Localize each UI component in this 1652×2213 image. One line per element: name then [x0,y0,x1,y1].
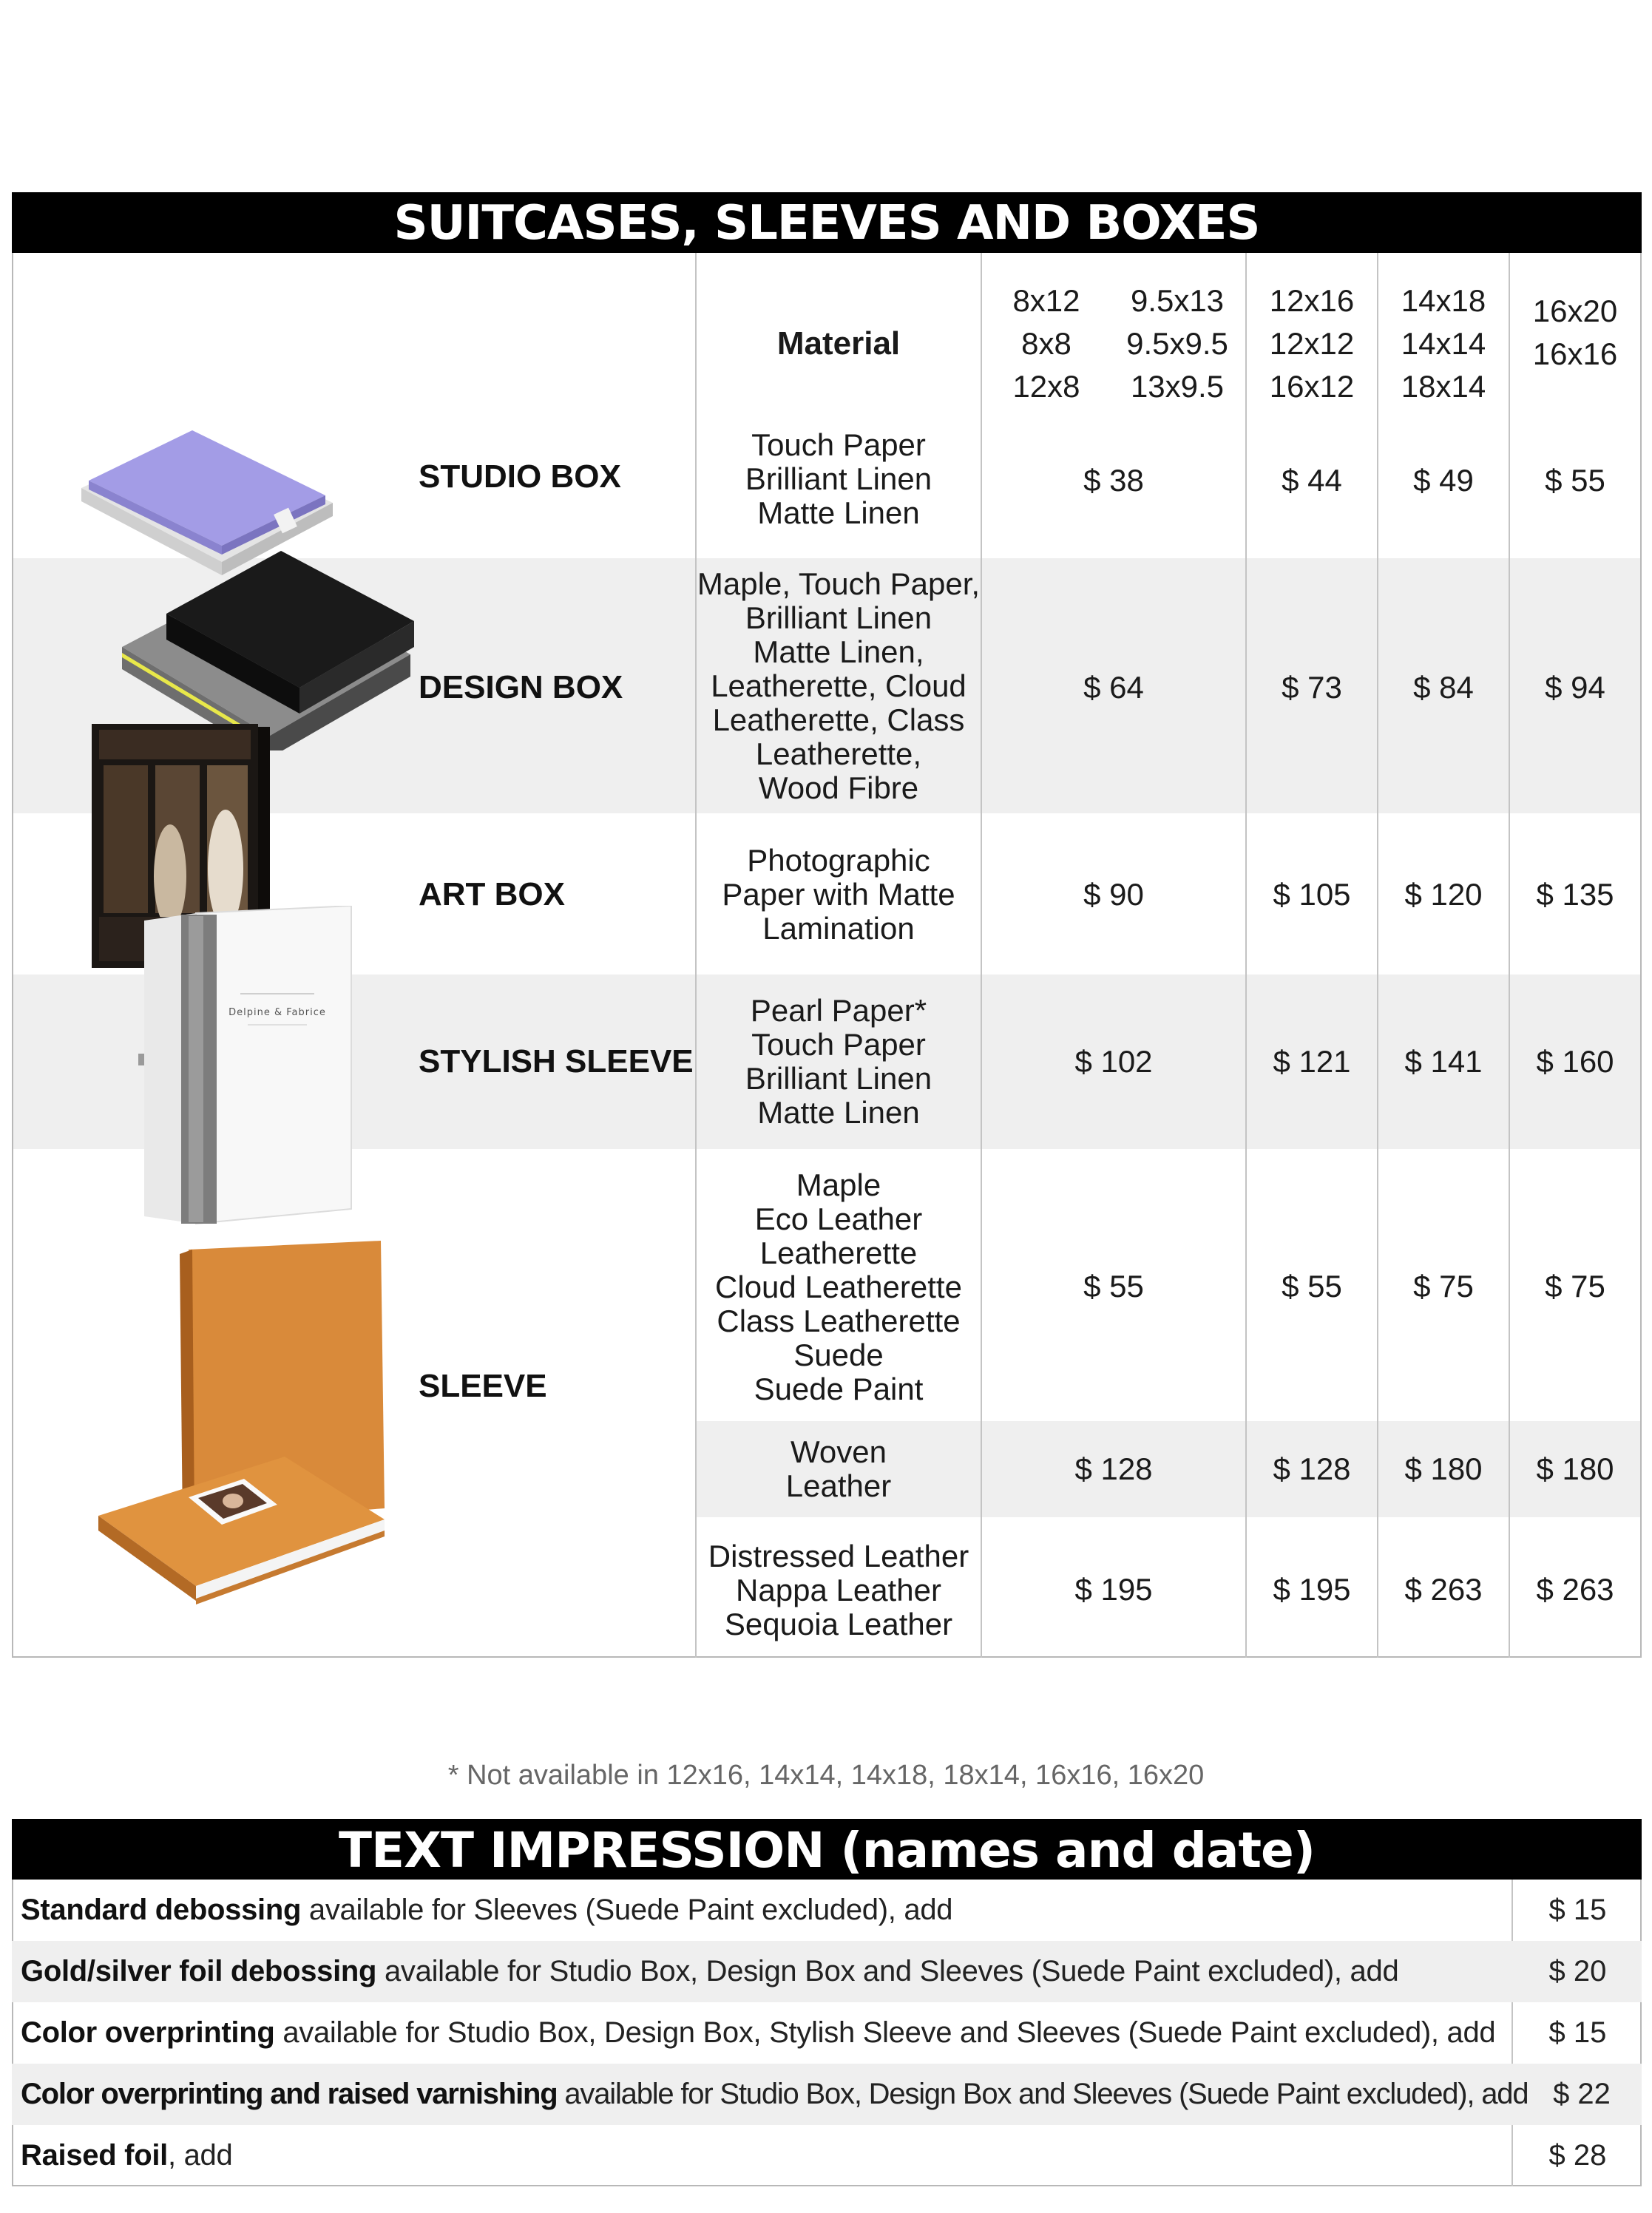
impression-detail: available for Studio Box, Design Box and Sleeves (Suede Paint excluded), add [376,1955,1399,1987]
price-woven-2: $ 128 [1273,1451,1351,1486]
size-header-1b: 9.5x13 9.5x9.5 13x9.5 [1126,283,1228,404]
price-premium-1: $ 195 [1074,1572,1153,1607]
footnote: * Not available in 12x16, 14x14, 14x18, 18x14, 16x16, 16x20 [447,1760,1205,1791]
price-premium-3: $ 263 [1404,1572,1483,1607]
product-name-sleeve: SLEEVE [419,1368,547,1404]
product-name-design-box: DESIGN BOX [419,669,623,705]
price-stylish-sleeve-4: $ 160 [1536,1044,1614,1079]
price-design-box-1: $ 64 [1083,670,1144,705]
price-sleeve-3: $ 75 [1413,1269,1474,1304]
impression-detail: , add [167,2139,233,2172]
impression-row [12,1941,1642,2002]
stylish-sleeve-label: Delpine & Fabrice [228,1007,326,1018]
price-woven-3: $ 180 [1404,1451,1483,1486]
price-woven-1: $ 128 [1074,1451,1153,1486]
price-art-box-1: $ 90 [1083,877,1144,912]
material-header: Material [776,325,901,362]
material-sleeve: Maple Eco Leather Leatherette Cloud Leatherette Class Leatherette Suede Suede Paint [715,1167,962,1406]
price-studio-box-2: $ 44 [1282,463,1342,498]
material-woven-leather: Woven Leather [785,1434,892,1503]
impression-price: $ 28 [1548,2139,1607,2172]
material-design-box: Maple, Touch Paper, Brilliant Linen Matte Linen, Leatherette, Cloud Leatherette, Class Leatherette, Wood Fibre [697,566,981,805]
impression-detail: available for Studio Box, Design Box and Sleeves (Suede Paint excluded), add [557,2078,1529,2110]
material-studio-box: Touch Paper Brilliant Linen Matte Linen [745,427,932,530]
impression-option: Standard debossing [21,1894,302,1926]
material-stylish-sleeve: Pearl Paper* Touch Paper Brilliant Linen Matte Linen [745,993,932,1130]
price-stylish-sleeve-2: $ 121 [1273,1044,1351,1079]
size-header-1a: 8x12 8x8 12x8 [1012,283,1080,404]
design-box-image [115,543,425,750]
size-header-2: 12x16 12x12 16x12 [1269,283,1355,404]
impression-row [12,1880,1642,1941]
price-stylish-sleeve-1: $ 102 [1074,1044,1153,1079]
price-premium-4: $ 263 [1536,1572,1614,1607]
price-art-box-3: $ 120 [1404,877,1483,912]
impression-price: $ 15 [1548,2016,1607,2049]
price-woven-4: $ 180 [1536,1451,1614,1486]
price-stylish-sleeve-3: $ 141 [1404,1044,1483,1079]
product-name-stylish-sleeve: STYLISH SLEEVE [419,1043,694,1080]
price-sleeve-1: $ 55 [1083,1269,1144,1304]
size-header-4: 16x20 16x16 [1532,294,1618,371]
impression-row [12,2125,1642,2186]
impression-option: Raised foil [21,2139,168,2172]
sleeve-image [92,1235,403,1634]
price-design-box-2: $ 73 [1282,670,1342,705]
impression-detail: available for Studio Box, Design Box, Stylish Sleeve and Sleeves (Suede Paint excluded), add [274,2016,1496,2049]
impression-row [12,2002,1642,2064]
price-art-box-2: $ 105 [1273,877,1351,912]
impression-price: $ 15 [1548,1894,1607,1926]
price-studio-box-4: $ 55 [1545,463,1605,498]
price-art-box-4: $ 135 [1536,877,1614,912]
impression-price: $ 22 [1553,2078,1611,2110]
section-title-suitcases: SUITCASES, SLEEVES AND BOXES [12,192,1642,253]
impression-price: $ 20 [1548,1955,1607,1987]
impression-option: Color overprinting [21,2016,275,2049]
product-name-art-box: ART BOX [419,876,565,912]
price-design-box-3: $ 84 [1413,670,1474,705]
product-name-studio-box: STUDIO BOX [419,458,621,495]
material-premium-leather: Distressed Leather Nappa Leather Sequoia Leather [708,1539,969,1641]
impression-option: Gold/silver foil debossing [21,1955,377,1987]
stylish-sleeve-image [129,906,359,1231]
price-sleeve-2: $ 55 [1282,1269,1342,1304]
price-studio-box-1: $ 38 [1083,463,1144,498]
size-header-3: 14x18 14x14 18x14 [1401,283,1486,404]
impression-option: Color overprinting and raised varnishing [21,2078,558,2110]
price-design-box-4: $ 94 [1545,670,1605,705]
price-premium-2: $ 195 [1273,1572,1351,1607]
impression-row [12,2064,1642,2125]
section-title-text-impression: TEXT IMPRESSION (names and date) [12,1819,1642,1880]
impression-detail: available for Sleeves (Suede Paint excluded), add [301,1894,953,1926]
price-sleeve-4: $ 75 [1545,1269,1605,1304]
material-art-box: Photographic Paper with Matte Lamination [722,843,955,946]
price-studio-box-3: $ 49 [1413,463,1474,498]
